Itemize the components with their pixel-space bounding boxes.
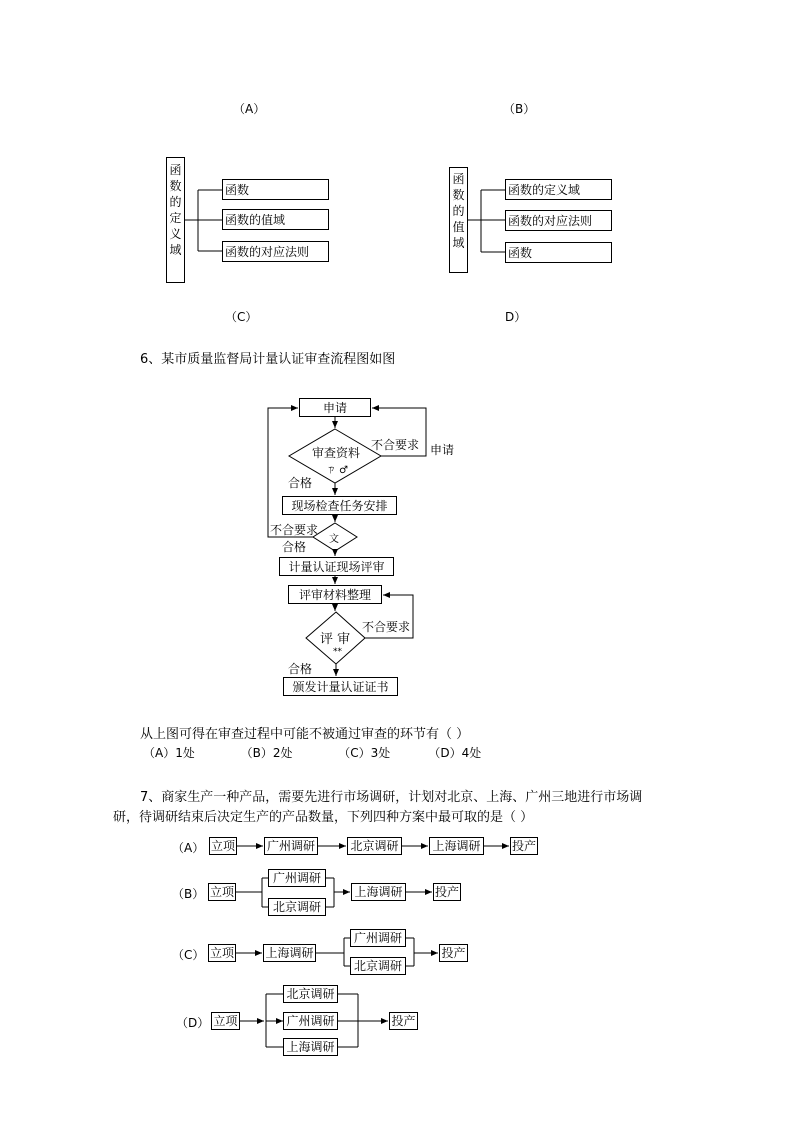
step-box: 上海调研 (351, 883, 406, 901)
step-box: 上海调研 (429, 837, 484, 855)
flow-onsite-review: 计量认证现场评审 (279, 557, 394, 576)
label-not-meet: 不合要求 (371, 438, 420, 452)
label-pass: 合格 (288, 662, 313, 676)
option-label-C: （C） (172, 948, 205, 962)
q6-question: 从上图可得在审查过程中可能不被通过审查的环节有（ ） (140, 727, 470, 742)
root-char: 的 (452, 204, 465, 218)
flow-materials: 评审材料整理 (288, 585, 382, 604)
flow-issue: 颁发计量认证证书 (283, 677, 398, 696)
step-box: 立项 (209, 885, 234, 899)
root-char: 数 (169, 179, 182, 193)
root-char: 域 (169, 243, 182, 257)
flow-apply: 申请 (299, 398, 371, 417)
step-box: 北京调研 (268, 898, 326, 916)
q6-stem: 6、某市质量监督局计量认证审查流程图如图 (140, 352, 396, 367)
q6-options: （A）1处 （B）2处 （C）3处 （D）4处 (143, 746, 482, 760)
option-label-D: （D） (176, 1016, 210, 1030)
label-apply-side: 申请 (430, 443, 455, 457)
label-not-meet: 不合要求 (362, 620, 411, 634)
branch-box: 函数 (222, 179, 329, 200)
root-char: 定 (169, 211, 182, 225)
diamond-2-text: 文 (329, 534, 339, 545)
step-box: 投产 (439, 944, 468, 962)
diamond-review-docs: 审查资料 (312, 446, 361, 460)
label-A: （A） (233, 102, 266, 116)
option-label-B: （B） (172, 887, 205, 901)
diamond-review-sub: ** (333, 647, 342, 657)
step-box: 上海调研 (283, 1038, 338, 1056)
step-box: 投产 (434, 885, 459, 899)
branch-box: 函数的定义域 (505, 179, 612, 200)
branch-box: 函数 (505, 242, 612, 263)
option-label-A: （A） (172, 841, 205, 855)
label-not-meet: 不合要求 (270, 523, 319, 537)
step-box: 北京调研 (283, 985, 338, 1003)
root-char: 值 (452, 220, 465, 234)
step-box: 投产 (511, 839, 536, 853)
root-char: 函 (169, 163, 182, 177)
q7-stem-line1: 7、商家生产一种产品，需要先进行市场调研，计划对北京、上海、广州三地进行市场调 (140, 790, 643, 805)
label-pass: 合格 (282, 540, 307, 554)
flow-onsite-arrange: 现场检查任务安排 (282, 496, 397, 515)
branch-box: 函数的值域 (222, 209, 329, 230)
step-box: 立项 (210, 839, 235, 853)
step-box: 立项 (209, 946, 234, 960)
diamond-review-docs-sub: ㄗ ♂ (326, 465, 349, 476)
step-box: 北京调研 (347, 837, 402, 855)
step-box: 北京调研 (350, 957, 406, 975)
step-box: 广州调研 (264, 837, 318, 855)
step-box: 广州调研 (350, 929, 406, 947)
root-char: 函 (452, 172, 465, 186)
root-char: 义 (169, 227, 182, 241)
step-box: 广州调研 (283, 1012, 338, 1030)
step-box: 立项 (211, 1012, 240, 1030)
label-C: （C） (225, 310, 258, 324)
label-B: （B） (503, 102, 536, 116)
branch-box: 函数的对应法则 (222, 241, 329, 262)
root-char: 的 (169, 195, 182, 209)
q7-stem-line2: 研，待调研结束后决定生产的产品数量，下列四种方案中最可取的是（ ） (113, 810, 534, 825)
label-pass: 合格 (288, 476, 313, 490)
diamond-review: 评 审 (320, 632, 351, 647)
root-char: 数 (452, 188, 465, 202)
root-char: 域 (452, 236, 465, 250)
branch-box: 函数的对应法则 (505, 210, 612, 231)
label-D: D） (505, 310, 527, 324)
step-box: 投产 (389, 1012, 418, 1030)
step-box: 广州调研 (268, 869, 326, 887)
step-box: 上海调研 (263, 944, 316, 962)
